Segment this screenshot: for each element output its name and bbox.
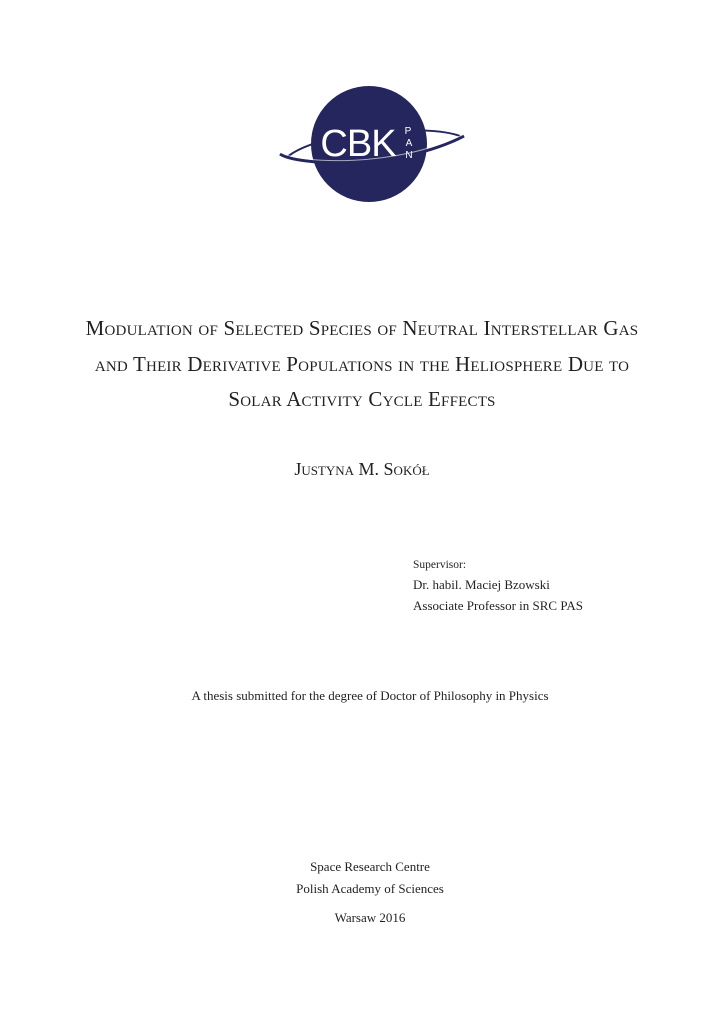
title-line-3: Solar Activity Cycle Effects [228, 387, 496, 411]
logo-text: CBK [320, 123, 396, 165]
institution-line-1: Space Research Centre [310, 859, 430, 874]
cbk-pan-logo [278, 86, 468, 202]
institution-line-2: Polish Academy of Sciences [296, 880, 444, 896]
logo-subtext-a: A [405, 138, 413, 149]
degree-statement: A thesis submitted for the degree of Doctor of Philosophy in Physics [191, 688, 549, 703]
thesis-title [40, 311, 684, 418]
title-line-1: Modulation of Selected Species of Neutral Interstellar Gas [85, 316, 639, 340]
supervisor-label: Supervisor: [413, 559, 467, 571]
logo-subtext-p: P [404, 126, 412, 137]
institution-block [0, 856, 724, 899]
supervisor-name: Dr. habil. Maciej Bzowski [413, 577, 550, 592]
logo-subtext-n: N [405, 150, 413, 161]
author-name: Justyna M. Sokół [294, 459, 430, 479]
supervisor-block [413, 556, 583, 616]
place-year: Warsaw 2016 [334, 910, 406, 925]
title-line-2: and Their Derivative Populations in the Heliosphere Due to [94, 351, 630, 376]
supervisor-position: Associate Professor in SRC PAS [413, 598, 583, 613]
